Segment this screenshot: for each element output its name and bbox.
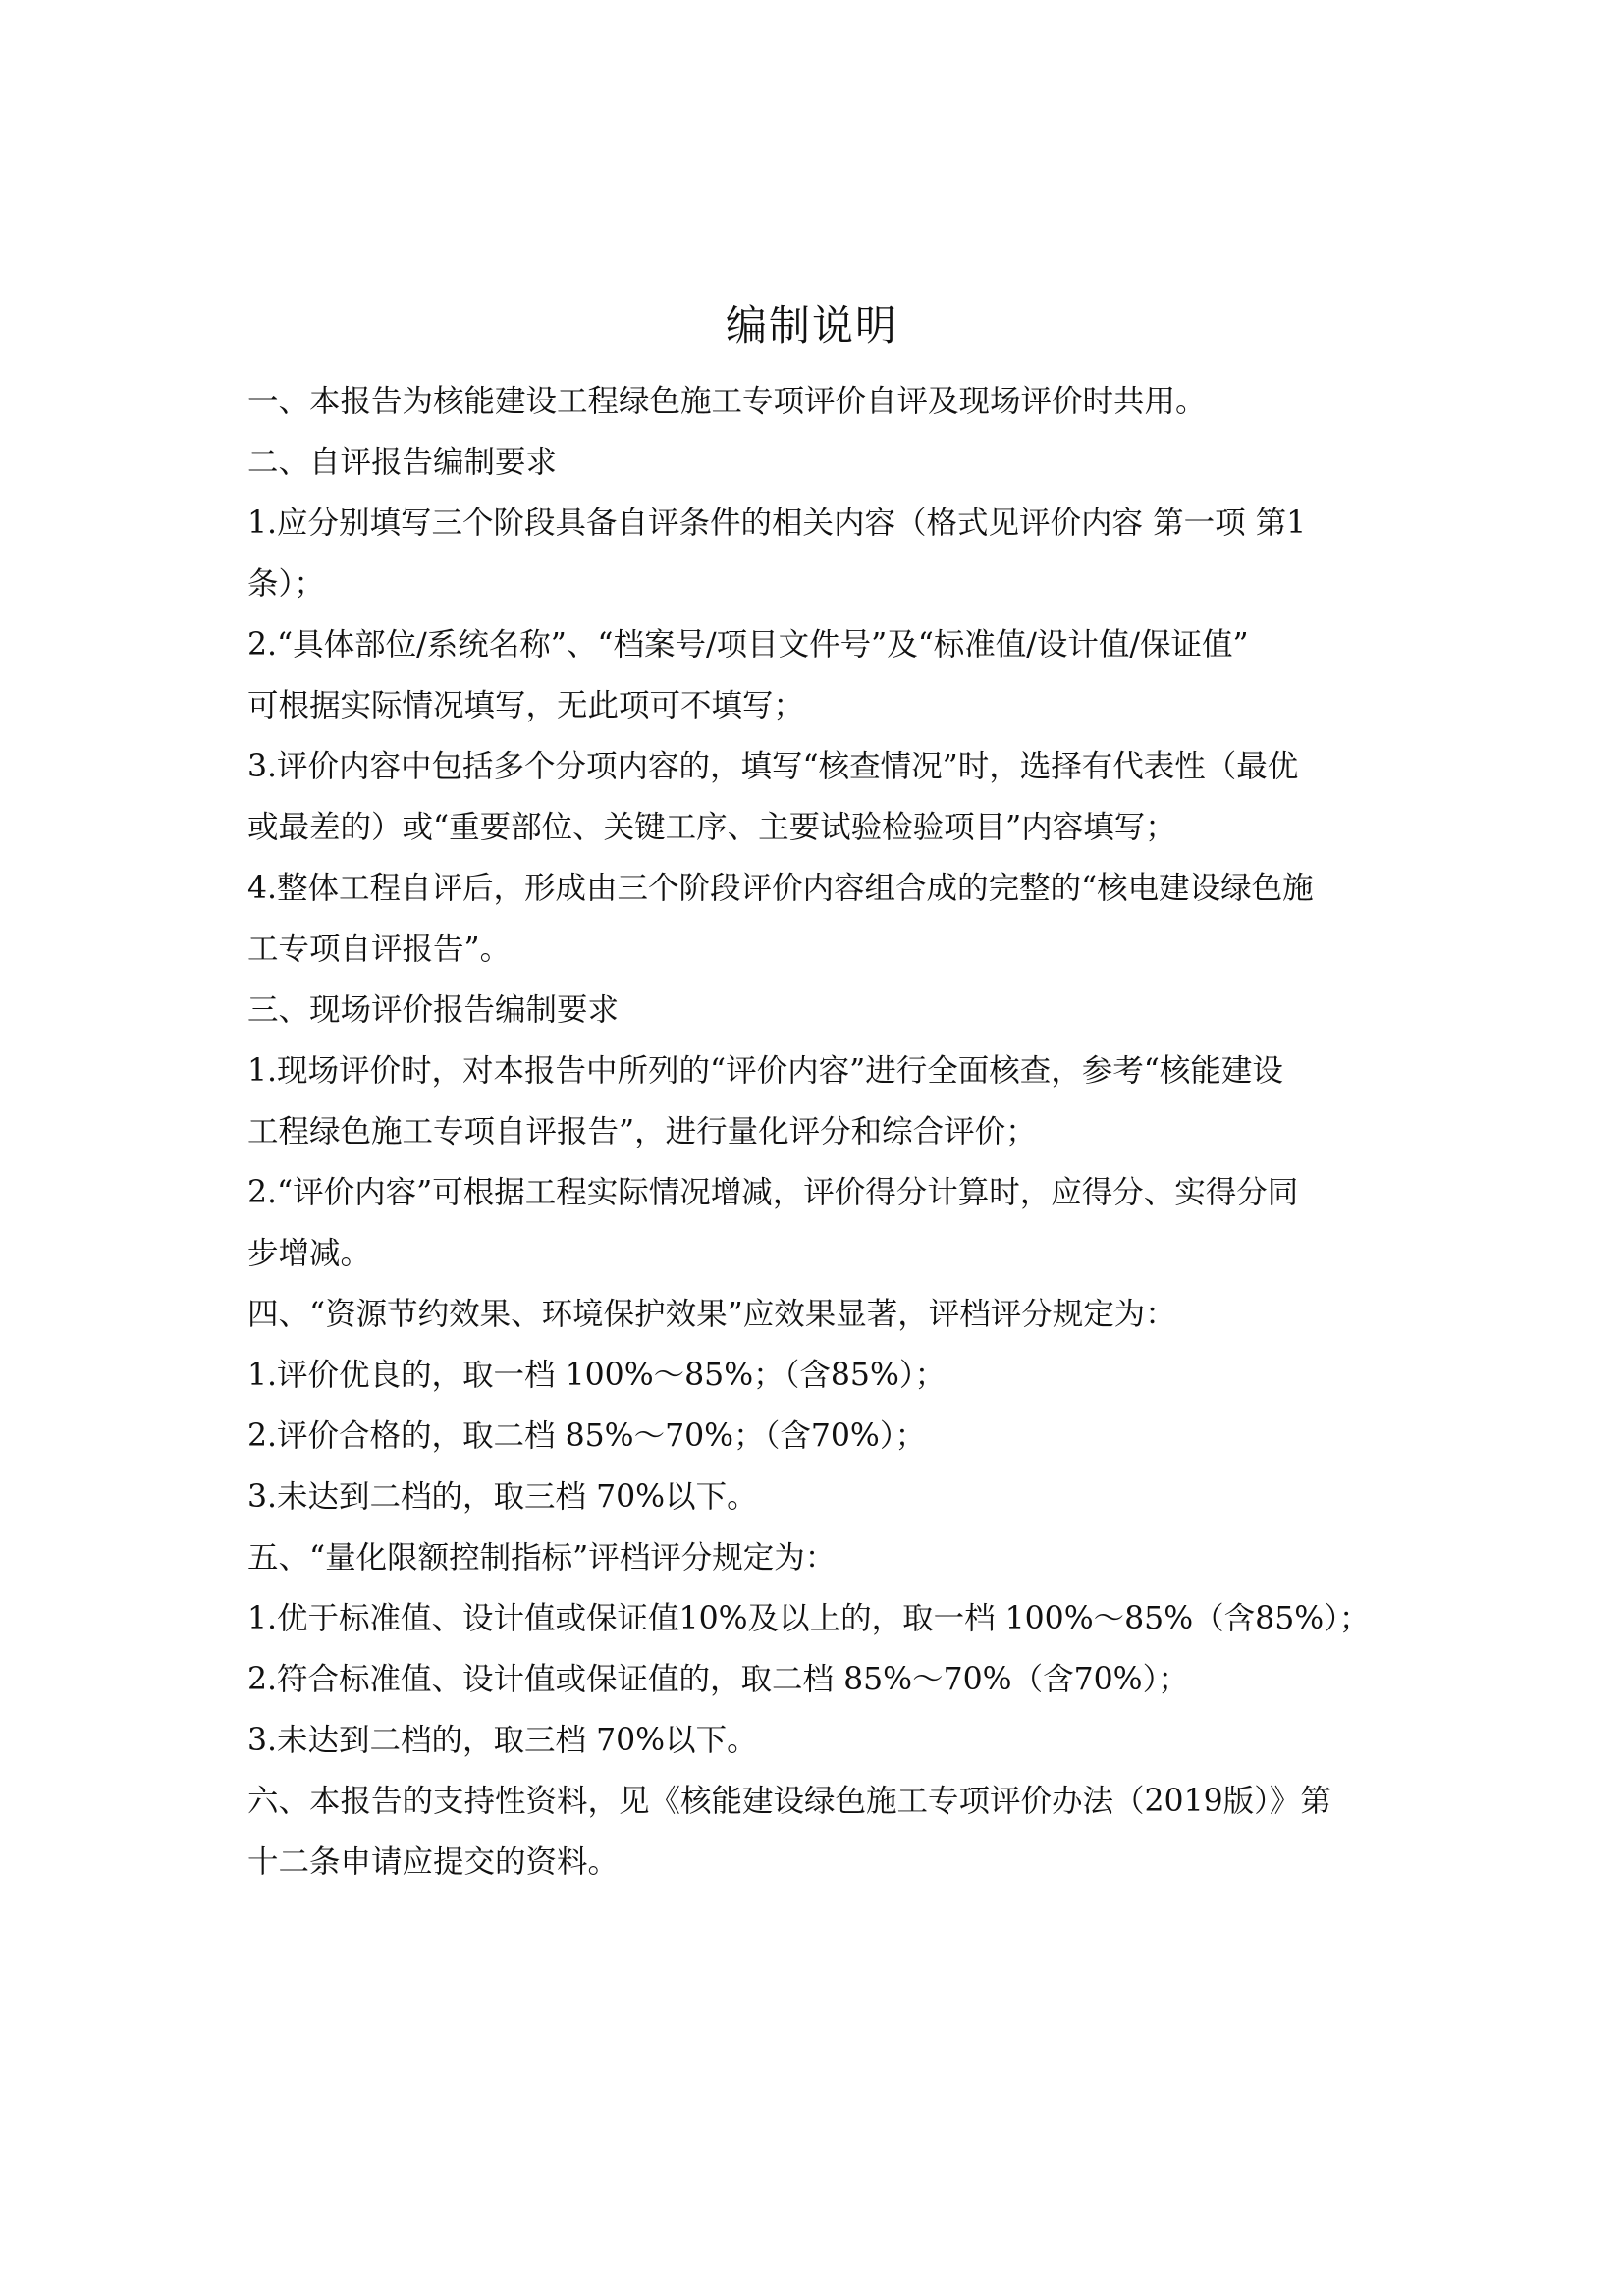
section-heading-field-evaluation: 三、现场评价报告编制要求 bbox=[247, 992, 620, 1028]
paragraph-line-17: 1.评价优良的，取一档 100%～85%；（含85%）； bbox=[247, 1358, 947, 1393]
paragraph-line-1: 一、本报告为核能建设工程绿色施工专项评价自评及现场评价时共用。 bbox=[247, 384, 1207, 419]
paragraph-line-14: 2.“评价内容”可根据工程实际情况增减，评价得分计算时，应得分、实得分同 bbox=[247, 1175, 1299, 1210]
section-heading-resource-effects: 四、“资源节约效果、环境保护效果”应效果显著，评档评分规定为： bbox=[247, 1297, 1176, 1332]
paragraph-line-25: 十二条申请应提交的资料。 bbox=[247, 1844, 620, 1880]
section-heading-quantified-limits: 五、“量化限额控制指标”评档评分规定为： bbox=[247, 1540, 837, 1575]
instructions-body bbox=[247, 371, 1384, 1893]
paragraph-line-13: 工程绿色施工专项自评报告”，进行量化评分和综合评价； bbox=[247, 1114, 1037, 1149]
page-title: 编制说明 bbox=[725, 301, 898, 349]
paragraph-line-5: 2.“具体部位/系统名称”、“档案号/项目文件号”及“标准值/设计值/保证值” bbox=[247, 627, 1249, 663]
paragraph-line-21: 1.优于标准值、设计值或保证值10%及以上的，取一档 100%～85%（含85%）； bbox=[247, 1601, 1371, 1636]
paragraph-line-19: 3.未达到二档的，取三档 70%以下。 bbox=[247, 1479, 758, 1515]
paragraph-line-22: 2.符合标准值、设计值或保证值的，取二档 85%～70%（含70%）； bbox=[247, 1662, 1189, 1697]
paragraph-line-3: 1.应分别填写三个阶段具备自评条件的相关内容（格式见评价内容 第一项 第1 bbox=[247, 506, 1307, 541]
section-heading-supporting-materials: 六、本报告的支持性资料，见《核能建设绿色施工专项评价办法（2019版）》第 bbox=[247, 1784, 1331, 1819]
paragraph-line-10: 工专项自评报告”。 bbox=[247, 932, 512, 967]
section-heading-self-evaluation: 二、自评报告编制要求 bbox=[247, 445, 558, 480]
paragraph-line-6: 可根据实际情况填写，无此项可不填写； bbox=[247, 688, 805, 723]
paragraph-line-23: 3.未达到二档的，取三档 70%以下。 bbox=[247, 1723, 758, 1758]
paragraph-line-4: 条）； bbox=[247, 566, 325, 602]
paragraph-line-18: 2.评价合格的，取二档 85%～70%；（含70%）； bbox=[247, 1418, 927, 1454]
paragraph-line-9: 4.整体工程自评后，形成由三个阶段评价内容组合成的完整的“核电建设绿色施 bbox=[247, 871, 1314, 906]
paragraph-line-7: 3.评价内容中包括多个分项内容的，填写“核查情况”时，选择有代表性（最优 bbox=[247, 749, 1299, 784]
paragraph-line-15: 步增减。 bbox=[247, 1236, 372, 1271]
paragraph-line-12: 1.现场评价时，对本报告中所列的“评价内容”进行全面核查，参考“核能建设 bbox=[247, 1053, 1283, 1089]
paragraph-line-8: 或最差的）或“重要部位、关键工序、主要试验检验项目”内容填写； bbox=[247, 810, 1176, 845]
